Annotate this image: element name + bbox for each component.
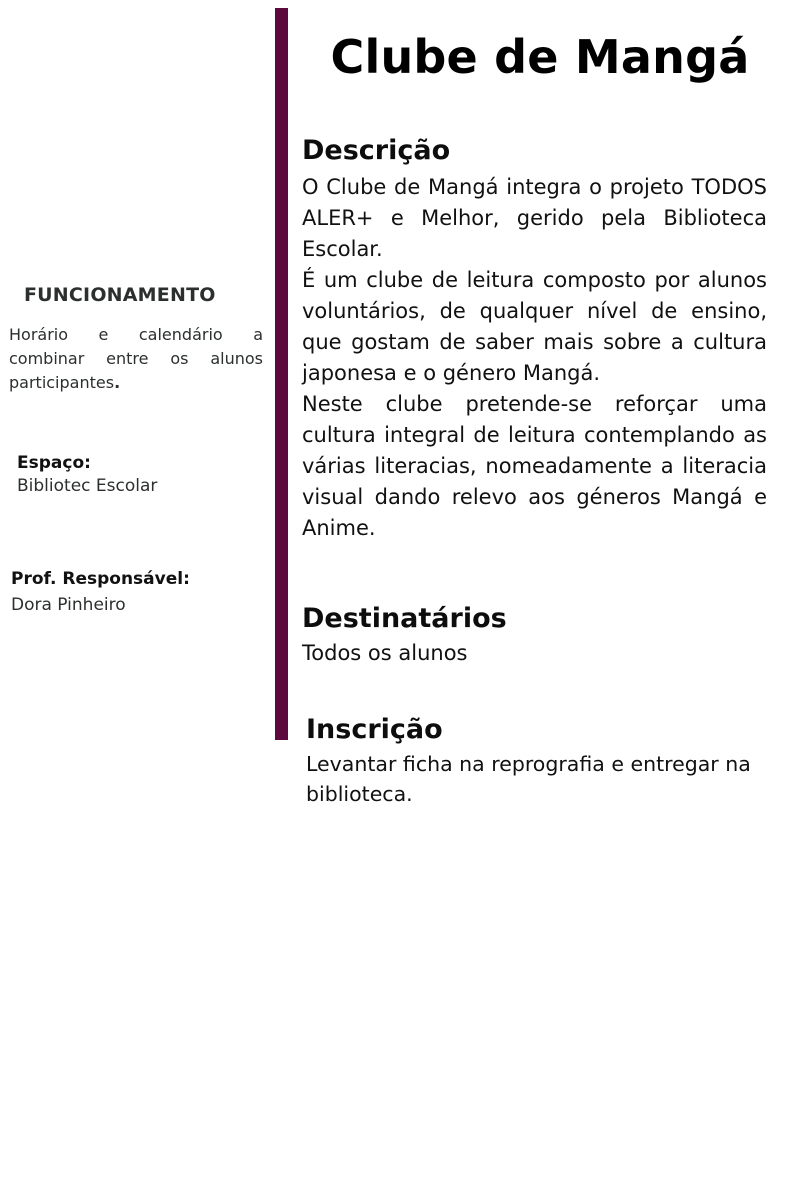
teacher-value: Dora Pinheiro (11, 595, 126, 615)
schedule-text (9, 323, 263, 395)
recipients-text: Todos os alunos (302, 641, 468, 665)
page-title: Clube de Mangá (330, 30, 750, 84)
description-paragraph-1: O Clube de Mangá integra o projeto TODOS ALER+ e Melhor, gerido pela Biblioteca Escolar. (302, 175, 767, 261)
space-label: Espaço: (17, 453, 91, 473)
registration-heading: Inscrição (306, 714, 443, 745)
recipients-heading: Destinatários (302, 603, 507, 634)
schedule-text-end: . (114, 373, 121, 392)
schedule-text-body: Horário e calendário a combinar entre os alunos participantes (9, 325, 263, 392)
funcionamento-heading: FUNCIONAMENTO (24, 284, 216, 306)
vertical-divider (275, 8, 288, 740)
registration-text: Levantar ficha na reprografia e entregar na biblioteca. (306, 752, 751, 806)
description-paragraph-2: É um clube de leitura composto por alunos voluntários, de qualquer nível de ensino, que gostam de saber mais sobre a cultura japonesa e o género Mangá. (302, 268, 767, 385)
description-body (302, 172, 767, 544)
teacher-label: Prof. Responsável: (11, 569, 190, 589)
description-heading: Descrição (302, 135, 451, 166)
description-paragraph-3: Neste clube pretende-se reforçar uma cultura integral de leitura contemplando as várias literacias, nomeadamente a literacia visual dando relevo aos géneros Mangá e Anime. (302, 392, 767, 540)
space-value: Bibliotec Escolar (17, 476, 158, 496)
